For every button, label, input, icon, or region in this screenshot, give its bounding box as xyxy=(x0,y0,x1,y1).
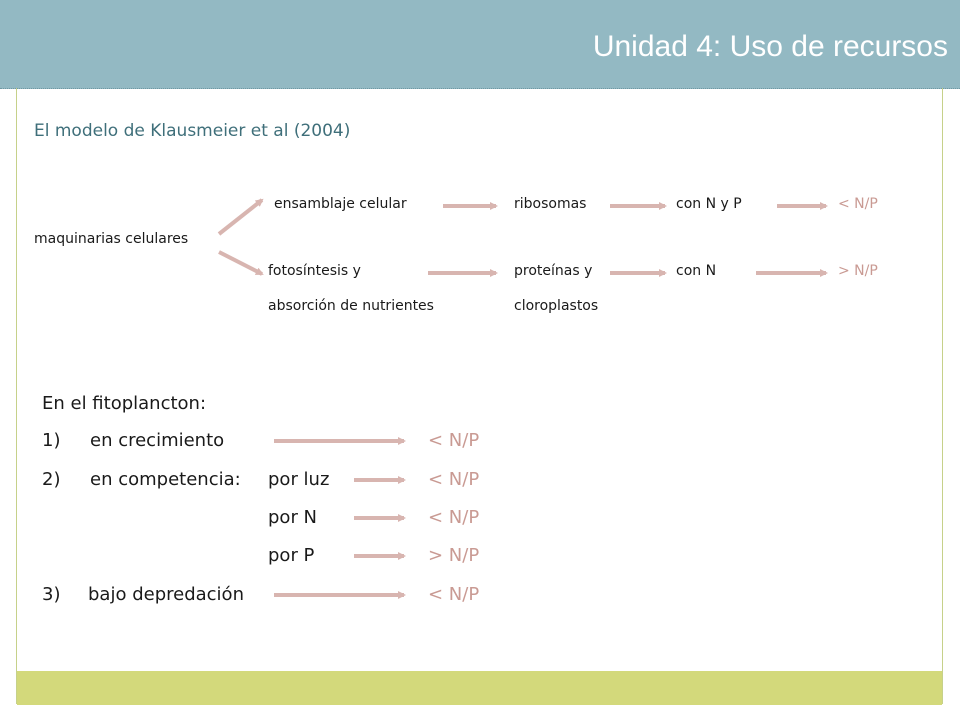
item-2-number: 2) xyxy=(42,469,61,490)
branch2-nutrients: con N xyxy=(676,263,717,279)
branch-arrow-down xyxy=(219,252,262,274)
item-3-number: 3) xyxy=(42,584,61,605)
phyto-heading: En el fitoplancton: xyxy=(42,393,207,414)
branch2-component-line2: cloroplastos xyxy=(514,298,599,314)
branch2-label-line1: fotosíntesis y xyxy=(268,263,361,279)
item-1-label: en crecimiento xyxy=(90,430,225,451)
item-1-number: 1) xyxy=(42,430,61,451)
branch2-component-line1: proteínas y xyxy=(514,263,593,279)
item-1-ratio: < N/P xyxy=(428,430,480,451)
sub-luz-ratio: < N/P xyxy=(428,469,480,490)
slide-title: Unidad 4: Uso de recursos xyxy=(592,30,948,63)
slide-subtitle: El modelo de Klausmeier et al (2004) xyxy=(34,121,351,141)
branch2-label-line2: absorción de nutrientes xyxy=(268,298,434,314)
sub-luz-label: por luz xyxy=(268,469,330,490)
sub-n-ratio: < N/P xyxy=(428,507,480,528)
item-3-label: bajo depredación xyxy=(88,584,244,605)
branch2-ratio: > N/P xyxy=(838,263,878,279)
branch1-nutrients: con N y P xyxy=(676,196,742,212)
sub-p-ratio: > N/P xyxy=(428,545,480,566)
branch-arrow-up xyxy=(219,200,262,234)
branch1-ratio: < N/P xyxy=(838,196,878,212)
item-3-ratio: < N/P xyxy=(428,584,480,605)
sub-p-label: por P xyxy=(268,545,315,566)
branch1-label: ensamblaje celular xyxy=(274,196,407,212)
item-2-label: en competencia: xyxy=(90,469,241,490)
branch1-component: ribosomas xyxy=(514,196,587,212)
sub-n-label: por N xyxy=(268,507,318,528)
root-label: maquinarias celulares xyxy=(34,231,189,247)
